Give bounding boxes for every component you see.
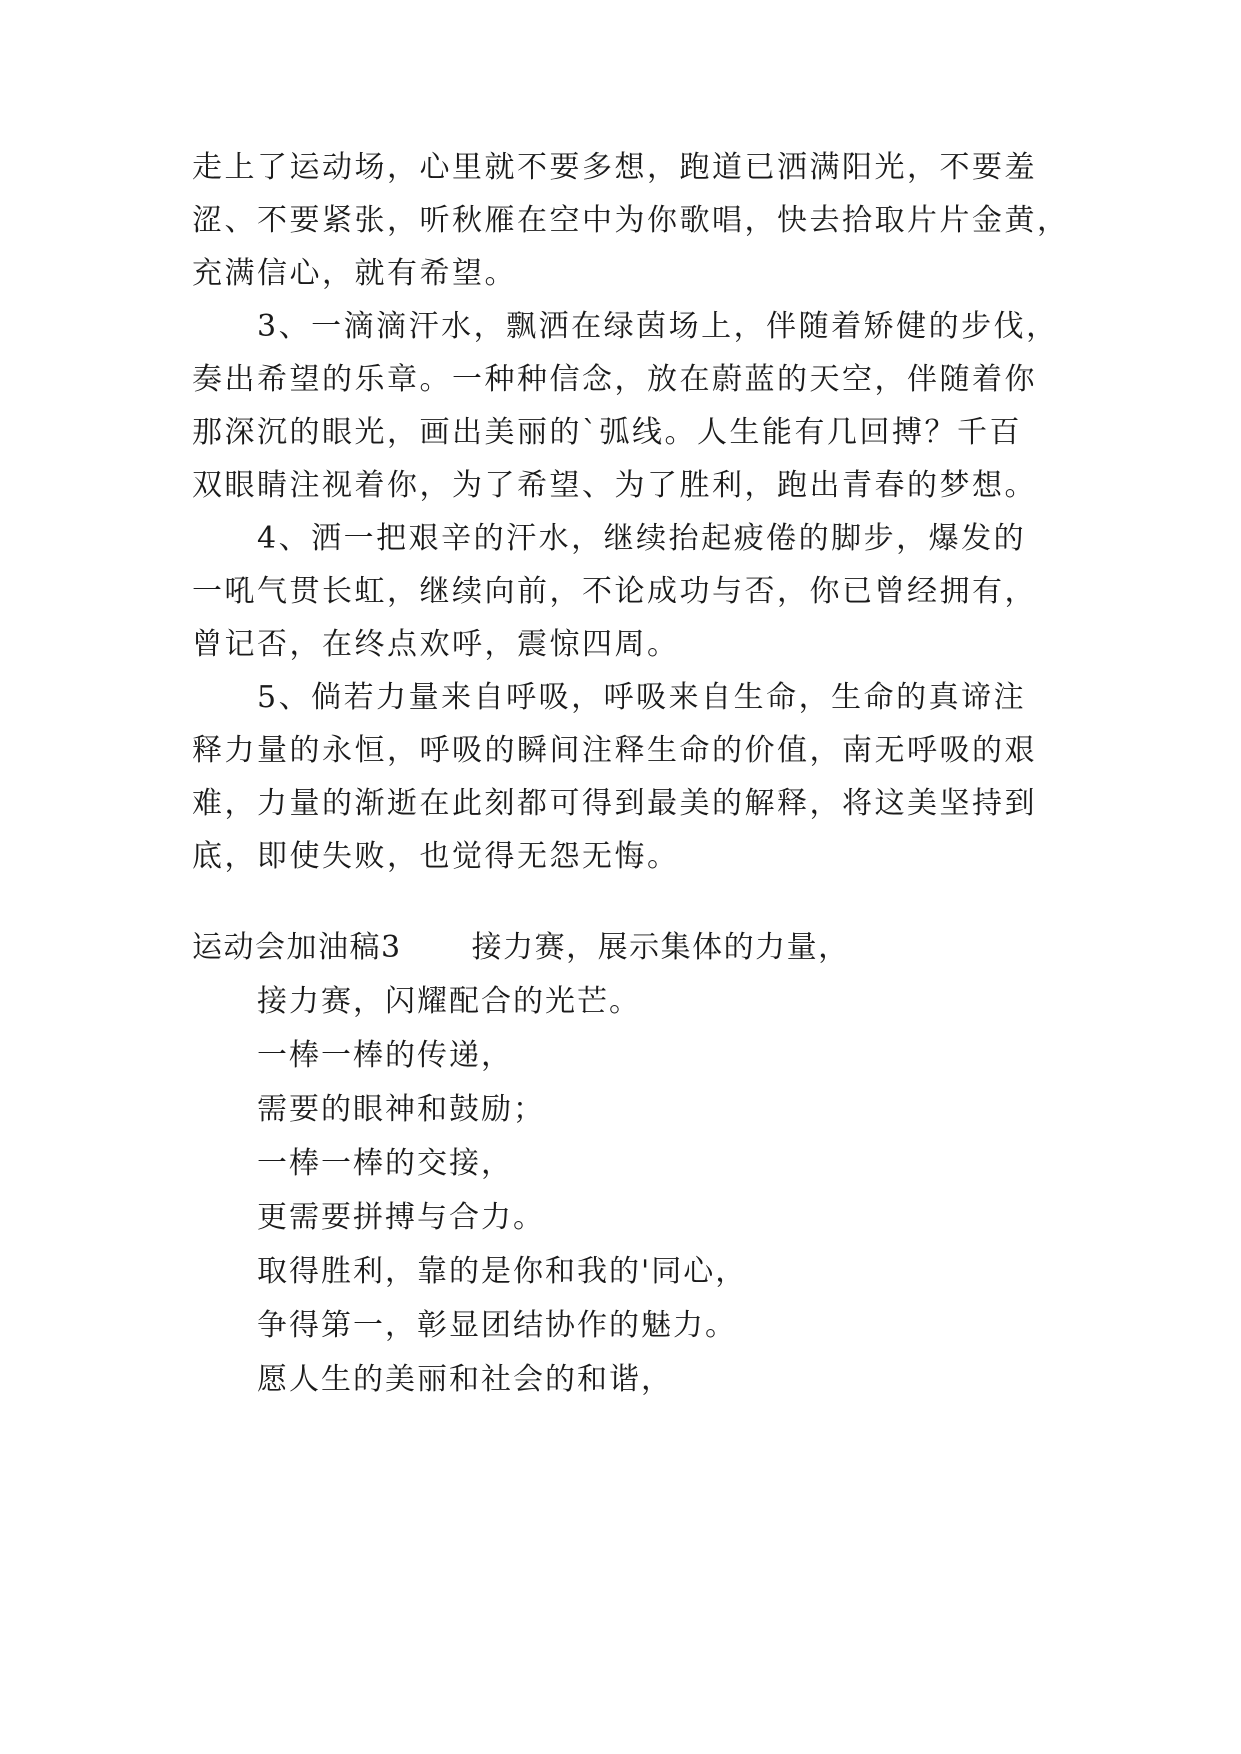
section-heading: 运动会加油稿3 — [192, 930, 402, 965]
paragraph-line: 4、洒一把艰辛的汗水，继续抬起疲倦的脚步，爆发的 — [257, 521, 1027, 556]
paragraph-line: 3、一滴滴汗水，飘洒在绿茵场上，伴随着矫健的步伐， — [257, 309, 1059, 344]
paragraph-line: 释力量的永恒，呼吸的瞬间注释生命的价值，南无呼吸的艰 — [192, 733, 1037, 768]
paragraph-line: 曾记否，在终点欢呼，震惊四周。 — [192, 627, 680, 662]
poem-line: 接力赛，闪耀配合的光芒。 — [257, 984, 641, 1019]
paragraph-line: 难，力量的渐逝在此刻都可得到最美的解释，将这美坚持到 — [192, 786, 1037, 821]
paragraph-line: 奏出希望的乐章。一种种信念，放在蔚蓝的天空，伴随着你 — [192, 362, 1037, 397]
paragraph-line: 充满信心，就有希望。 — [192, 256, 517, 291]
poem-line: 更需要拼搏与合力。 — [257, 1200, 545, 1235]
poem-line: 一棒一棒的传递， — [257, 1038, 513, 1073]
paragraph-line: 走上了运动场，心里就不要多想，跑道已洒满阳光，不要羞 — [192, 150, 1037, 185]
paragraph-line: 一吼气贯长虹，继续向前，不论成功与否，你已曾经拥有， — [192, 574, 1037, 609]
paragraph-line: 底，即使失败，也觉得无怨无悔。 — [192, 839, 680, 874]
poem-first-line: 接力赛，展示集体的力量， — [471, 930, 850, 965]
poem-line: 争得第一，彰显团结协作的魅力。 — [257, 1308, 737, 1343]
section-heading-row — [192, 928, 850, 968]
paragraph-line: 那深沉的眼光，画出美丽的`弧线。人生能有几回搏？千百 — [192, 415, 1022, 450]
paragraph-line: 涩、不要紧张，听秋雁在空中为你歌唱，快去拾取片片金黄， — [192, 203, 1070, 238]
poem-line: 需要的眼神和鼓励； — [257, 1092, 545, 1127]
poem-line: 取得胜利，靠的是你和我的'同心， — [257, 1254, 748, 1289]
paragraph-line: 5、倘若力量来自呼吸，呼吸来自生命，生命的真谛注 — [257, 680, 1027, 715]
poem-line: 愿人生的美丽和社会的和谐， — [257, 1362, 673, 1397]
paragraph-line: 双眼睛注视着你，为了希望、为了胜利，跑出青春的梦想。 — [192, 468, 1037, 503]
poem-line: 一棒一棒的交接， — [257, 1146, 513, 1181]
